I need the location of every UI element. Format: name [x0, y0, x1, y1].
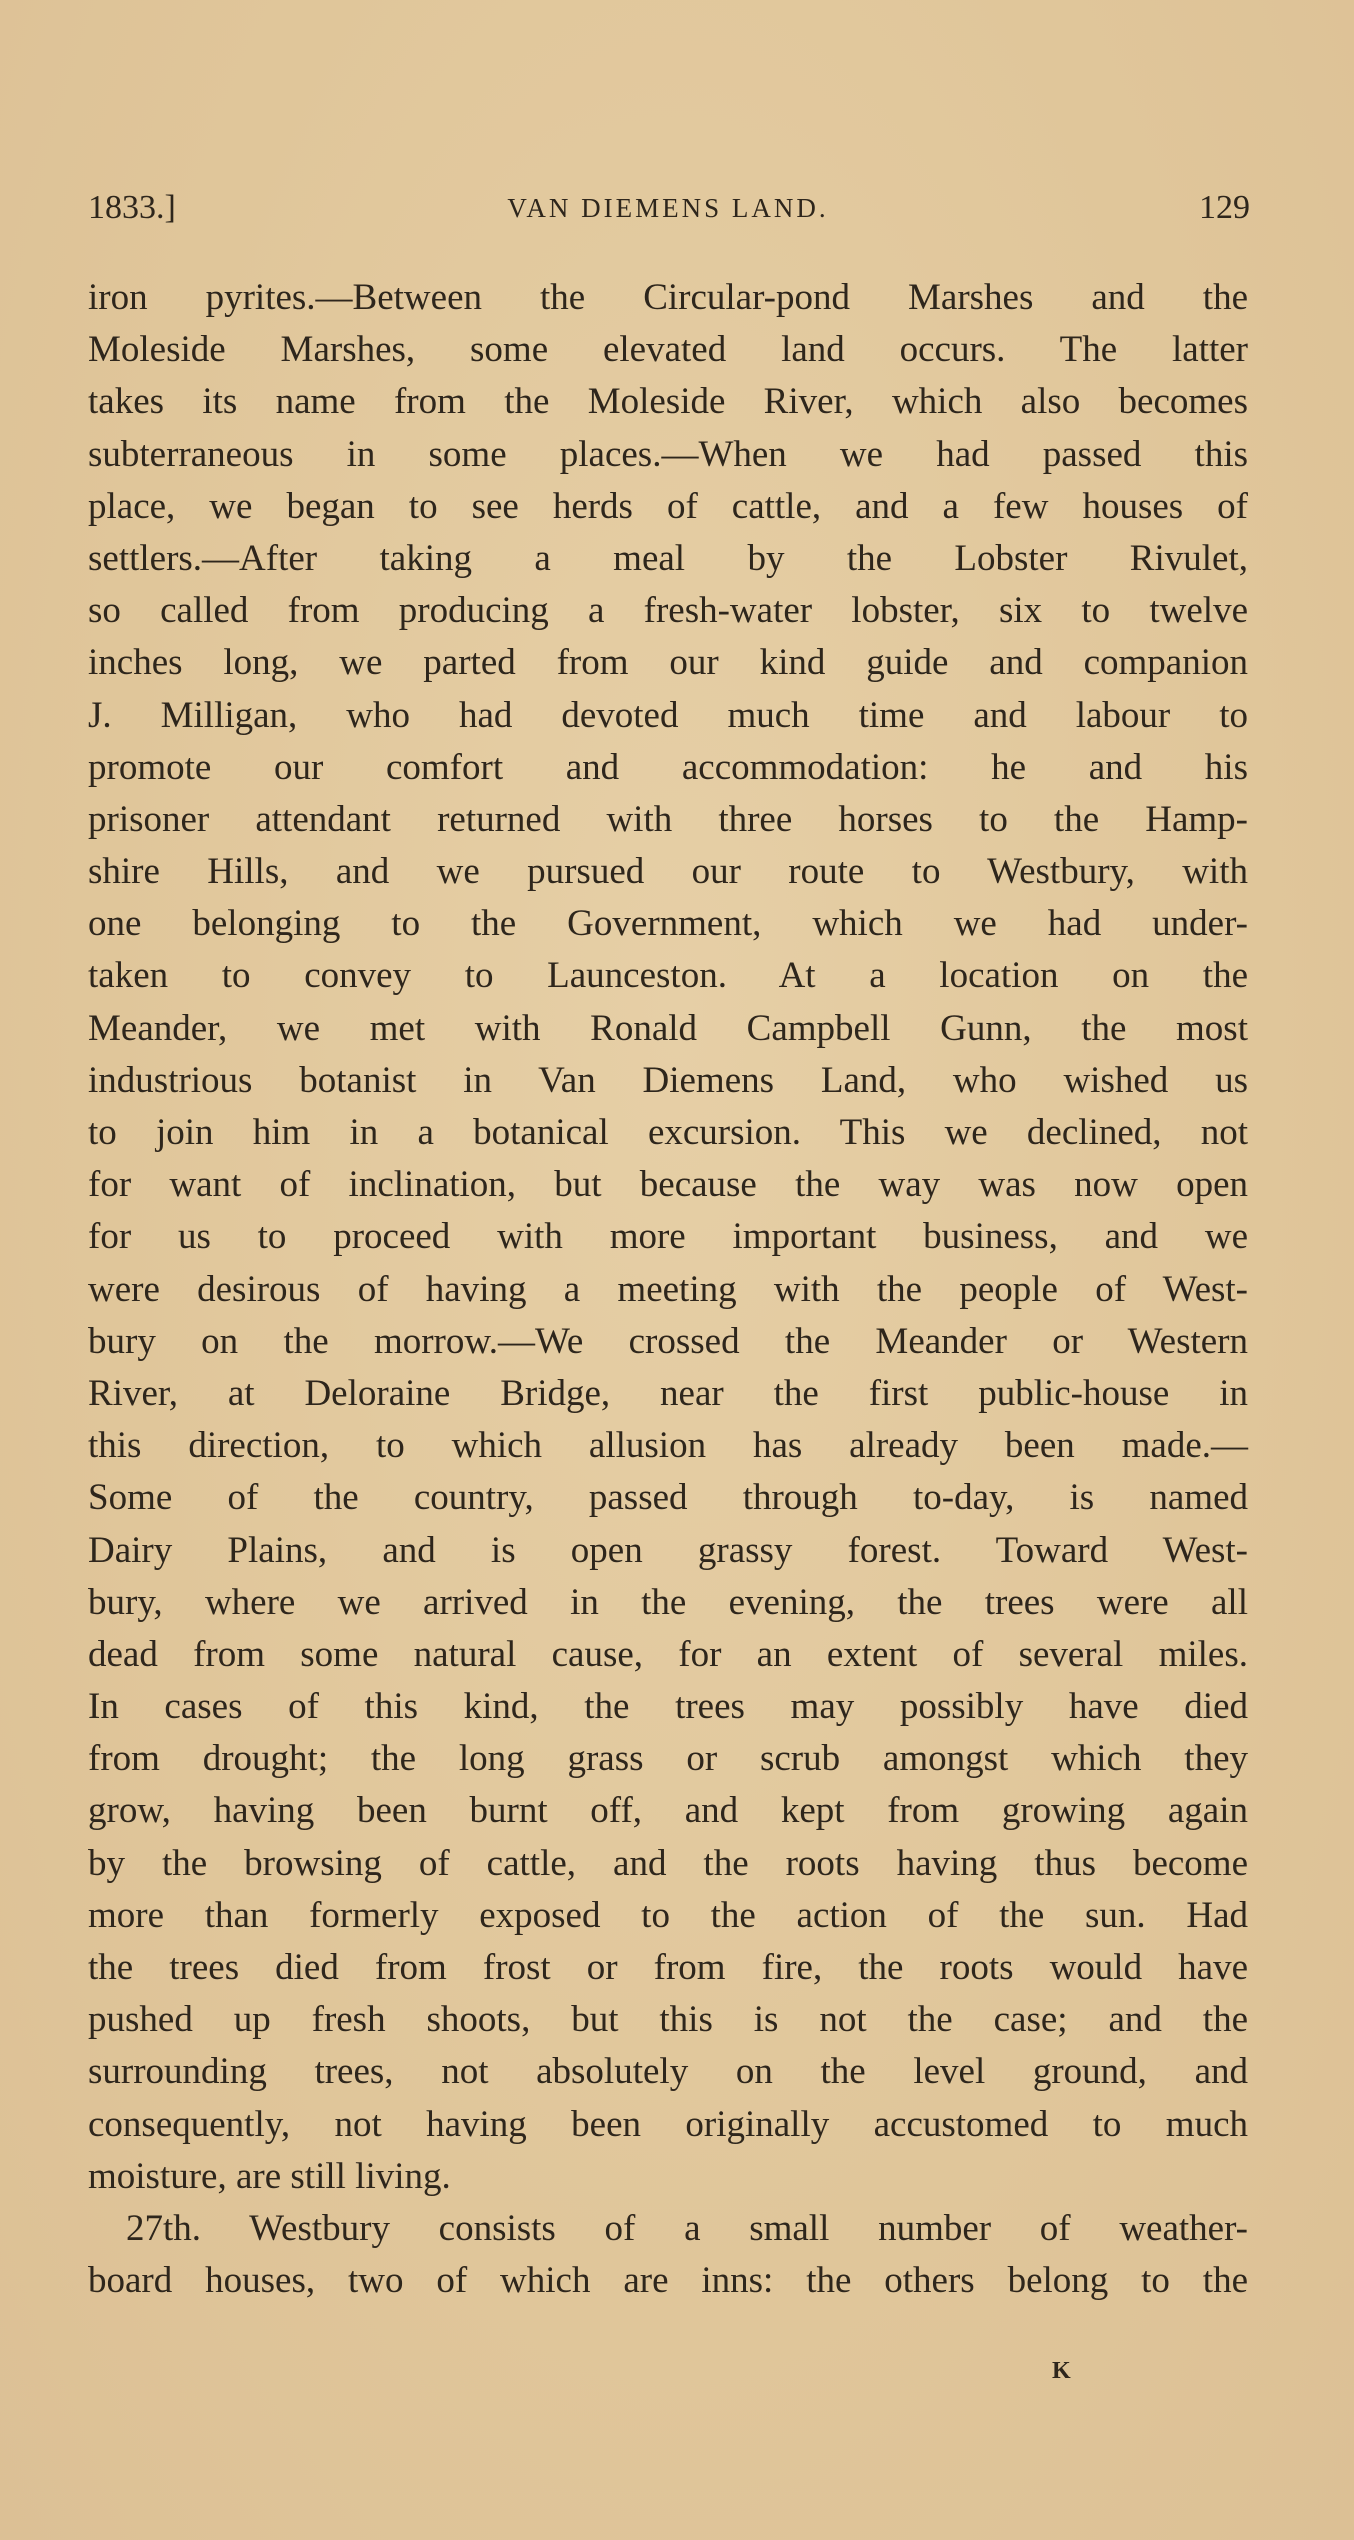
text-line: bury on the morrow.—We crossed the Meander or Western [88, 1320, 1248, 1362]
text-line: Meander, we met with Ronald Campbell Gunn, the most [88, 1007, 1248, 1049]
text-line: more than formerly exposed to the action of the sun. Had [88, 1894, 1248, 1936]
text-line: for us to proceed with more important business, and we [88, 1216, 1248, 1258]
text-line: River, at Deloraine Bridge, near the first public-house in [88, 1372, 1248, 1414]
running-head-year: 1833.] [88, 189, 176, 226]
text-line: for want of inclination, but because the way was now open [88, 1164, 1248, 1206]
text-line: industrious botanist in Van Diemens Land, who wished us [88, 1059, 1248, 1101]
text-line: taken to convey to Launceston. At a location on the [88, 955, 1248, 997]
text-line: by the browsing of cattle, and the roots having thus become [88, 1842, 1248, 1884]
text-line: inches long, we parted from our kind guide and companion [88, 642, 1248, 684]
text-line: so called from producing a fresh-water lobster, six to twelve [88, 590, 1248, 632]
text-line: consequently, not having been originally accustomed to much [88, 2103, 1248, 2145]
text-line: from drought; the long grass or scrub amongst which they [88, 1738, 1248, 1780]
text-line: the trees died from frost or from fire, the roots would have [88, 1947, 1248, 1988]
text-line: grow, having been burnt off, and kept from growing again [88, 1790, 1248, 1832]
running-head [88, 183, 1248, 233]
signature-mark: K [1052, 2358, 1072, 2384]
body-text [88, 272, 1248, 2307]
text-line: bury, where we arrived in the evening, the trees were all [88, 1581, 1248, 1623]
text-line: subterraneous in some places.—When we had passed this [88, 433, 1248, 475]
text-line: J. Milligan, who had devoted much time and labour to [88, 694, 1248, 736]
text-line: Moleside Marshes, some elevated land occurs. The latter [88, 329, 1248, 371]
text-line: iron pyrites.—Between the Circular-pond Marshes and the [88, 277, 1248, 318]
text-line-paragraph-start: 27th. Westbury consists of a small number of weather- [126, 2207, 1248, 2249]
text-line-paragraph-end: moisture, are still living. [88, 2155, 451, 2197]
text-line: settlers.—After taking a meal by the Lobster Rivulet, [88, 537, 1248, 579]
text-line: Some of the country, passed through to-day, is named [88, 1477, 1248, 1519]
running-head-title: VAN DIEMENS LAND. [507, 193, 829, 223]
text-line: pushed up fresh shoots, but this is not the case; and the [88, 1999, 1248, 2041]
text-line: this direction, to which allusion has already been made.— [88, 1425, 1248, 1467]
page-number: 129 [1199, 189, 1250, 226]
text-line: were desirous of having a meeting with the people of West- [88, 1268, 1248, 1310]
text-line: place, we began to see herds of cattle, and a few houses of [88, 485, 1248, 527]
text-line: dead from some natural cause, for an extent of several miles. [88, 1633, 1248, 1675]
text-line: takes its name from the Moleside River, which also becomes [88, 381, 1248, 423]
text-line: prisoner attendant returned with three horses to the Hamp- [88, 798, 1248, 840]
text-line: promote our comfort and accommodation: he and his [88, 746, 1248, 788]
text-line: board houses, two of which are inns: the others belong to the [88, 2260, 1248, 2302]
text-line: surrounding trees, not absolutely on the level ground, and [88, 2051, 1248, 2093]
text-line: one belonging to the Government, which we had under- [88, 903, 1248, 945]
text-line: shire Hills, and we pursued our route to Westbury, with [88, 851, 1248, 893]
text-line: to join him in a botanical excursion. This we declined, not [88, 1112, 1248, 1153]
text-line: Dairy Plains, and is open grassy forest. Toward West- [88, 1529, 1248, 1571]
text-line: In cases of this kind, the trees may possibly have died [88, 1686, 1248, 1728]
